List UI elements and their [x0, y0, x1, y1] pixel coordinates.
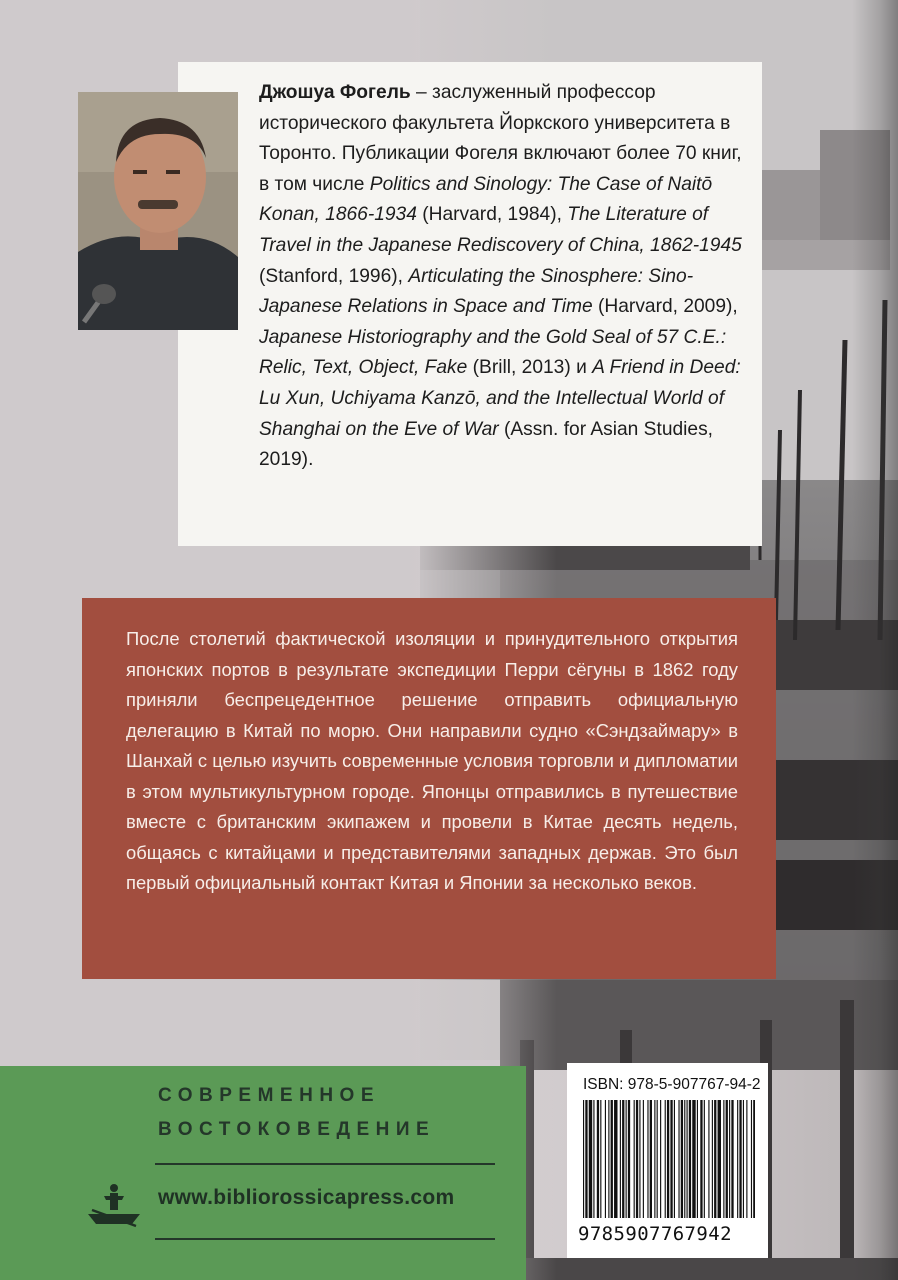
bio-text: – заслуженный профессор исторического факультета Йоркского университета в Торонто. Публикации Фогеля включают более 70 книг, в том числе [259, 82, 742, 195]
spine-shadow [852, 0, 898, 1280]
isbn-label: ISBN: 978-5-907767-94-2 [583, 1076, 761, 1093]
bio-text: (Assn. for Asian Studies, 2019). [259, 418, 714, 471]
book-title: Japanese Historiography and the Gold Seal of 57 C.E.: Relic, Text, Object, Fake [259, 326, 727, 379]
author-name: Джошуа Фогель [259, 82, 411, 103]
annotation-text: После столетий фактической изоляции и принудительного открытия японских портов в результате экспедиции Перри сёгуны в 1862 году приняли беспрецедентное решение отправить официальную делегацию в Китай по морю. Они направили судно «Сэндзаймару» в Шанхай с целью изучить современные условия торговли и дипломатии в этом мультикультурном городе. Японцы отправились в путешествие вместе с британским экипажем и провели в Китае десять недель, общаясь с китайцами и представителями западных держав. Это был первый официальный контакт Китая и Японии за несколько веков. [126, 628, 738, 893]
series-title-line-2: ВОСТОКОВЕДЕНИЕ [158, 1119, 436, 1140]
book-title: A Friend in Deed: Lu Xun, Uchiyama Kanzō, and the Intellectual World of Shanghai on the Eve of War [259, 357, 741, 440]
publisher-website: www.bibliorossicapress.com [158, 1186, 455, 1209]
series-title-line-1: СОВРЕМЕННОЕ [158, 1085, 380, 1106]
author-bio [259, 78, 757, 476]
boat-logo-icon [84, 1180, 144, 1234]
author-portrait-image [78, 92, 238, 330]
book-title: Politics and Sinology: The Case of Naitō Konan, 1866-1934 [259, 173, 713, 226]
bio-text: (Harvard, 1984), [416, 204, 568, 226]
barcode-icon [583, 1100, 755, 1218]
book-title: The Literature of Travel in the Japanese Rediscovery of China, 1862-1945 [259, 204, 742, 256]
series-divider-top [155, 1163, 495, 1165]
author-photo [78, 92, 238, 330]
bio-text: (Harvard, 2009), [592, 296, 738, 318]
book-title: Articulating the Sinosphere: Sino-Japanese Relations in Space and Time [259, 265, 694, 318]
series-divider-bottom [155, 1238, 495, 1240]
bio-text: (Stanford, 1996), [259, 265, 409, 287]
bio-text: (Brill, 2013) и [467, 357, 593, 379]
barcode-digits: 9785907767942 [578, 1223, 732, 1245]
